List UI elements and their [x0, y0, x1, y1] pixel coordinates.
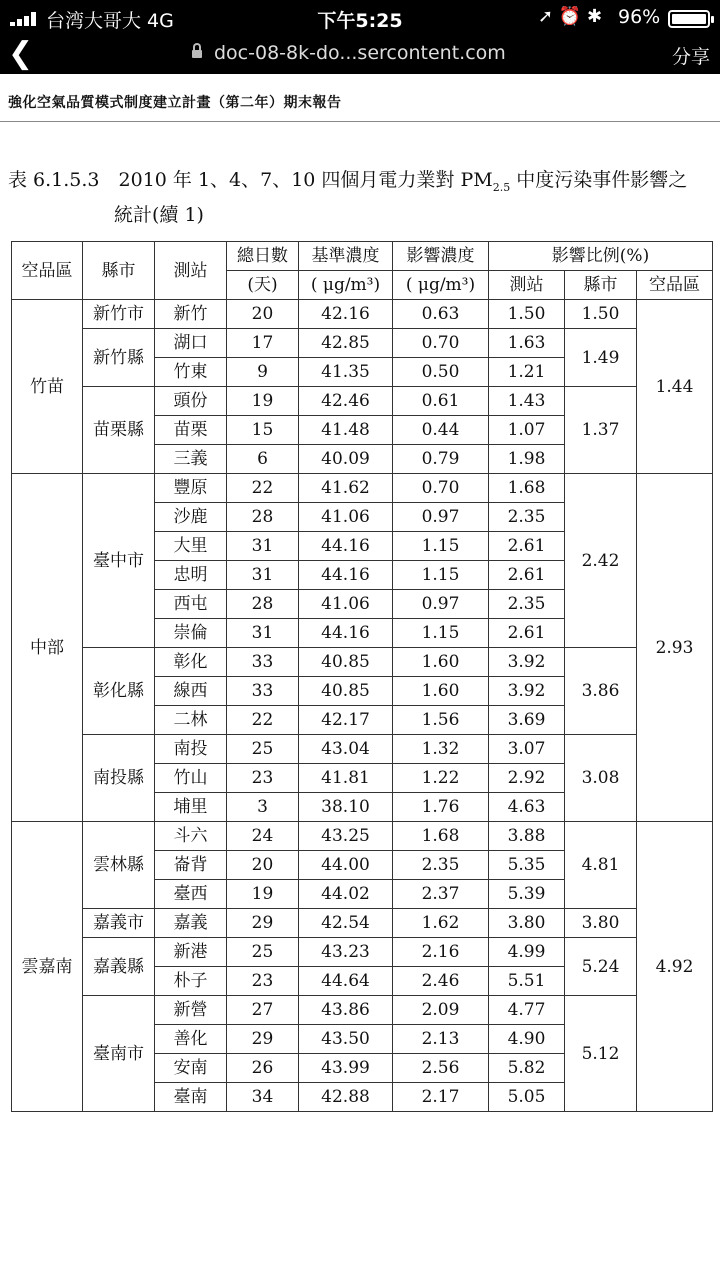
base-concentration: 41.35 — [299, 358, 393, 387]
station-ratio: 4.99 — [489, 938, 565, 967]
station-ratio: 1.98 — [489, 445, 565, 474]
station-name: 竹山 — [155, 764, 227, 793]
battery-percent: 96% — [618, 6, 661, 28]
county-ratio: 1.49 — [565, 329, 637, 387]
station-ratio: 1.43 — [489, 387, 565, 416]
table-caption-line2: 統計(續 1) — [114, 204, 204, 226]
station-ratio: 3.07 — [489, 735, 565, 764]
station-name: 嘉義 — [155, 909, 227, 938]
impact-concentration: 1.15 — [393, 561, 489, 590]
header-days-unit: (天) — [227, 271, 299, 300]
base-concentration: 43.23 — [299, 938, 393, 967]
status-bar — [0, 0, 720, 38]
impact-concentration: 2.35 — [393, 851, 489, 880]
base-concentration: 41.62 — [299, 474, 393, 503]
station-ratio: 2.61 — [489, 532, 565, 561]
base-concentration: 43.25 — [299, 822, 393, 851]
station-ratio: 3.92 — [489, 648, 565, 677]
impact-concentration: 0.70 — [393, 474, 489, 503]
table-row — [12, 822, 713, 851]
county-name: 新竹市 — [83, 300, 155, 329]
base-concentration: 41.06 — [299, 590, 393, 619]
station-ratio: 2.61 — [489, 561, 565, 590]
impact-concentration: 1.22 — [393, 764, 489, 793]
bluetooth-icon: ✱ — [586, 6, 603, 27]
total-days: 20 — [227, 300, 299, 329]
region-name: 竹苗 — [12, 300, 83, 474]
impact-concentration: 1.15 — [393, 532, 489, 561]
region-name: 雲嘉南 — [12, 822, 83, 1112]
status-icons — [538, 6, 602, 27]
table-row — [12, 909, 713, 938]
total-days: 28 — [227, 590, 299, 619]
total-days: 19 — [227, 880, 299, 909]
total-days: 17 — [227, 329, 299, 358]
browser-url-bar — [0, 38, 720, 74]
county-ratio: 1.37 — [565, 387, 637, 474]
base-concentration: 43.04 — [299, 735, 393, 764]
document-header: 強化空氣品質模式制度建立計畫（第二年）期末報告 — [8, 95, 342, 111]
station-ratio: 5.39 — [489, 880, 565, 909]
station-name: 臺西 — [155, 880, 227, 909]
total-days: 23 — [227, 764, 299, 793]
total-days: 31 — [227, 619, 299, 648]
station-name: 朴子 — [155, 967, 227, 996]
impact-concentration: 0.97 — [393, 590, 489, 619]
base-concentration: 42.85 — [299, 329, 393, 358]
base-concentration: 40.85 — [299, 648, 393, 677]
base-concentration: 43.50 — [299, 1025, 393, 1054]
station-ratio: 4.63 — [489, 793, 565, 822]
base-concentration: 41.06 — [299, 503, 393, 532]
impact-concentration: 2.16 — [393, 938, 489, 967]
total-days: 29 — [227, 909, 299, 938]
header-days: 總日數 — [227, 242, 299, 271]
impact-concentration: 0.97 — [393, 503, 489, 532]
total-days: 6 — [227, 445, 299, 474]
station-ratio: 1.63 — [489, 329, 565, 358]
county-ratio: 4.81 — [565, 822, 637, 909]
impact-concentration: 2.09 — [393, 996, 489, 1025]
station-ratio: 5.82 — [489, 1054, 565, 1083]
station-ratio: 4.77 — [489, 996, 565, 1025]
base-concentration: 44.64 — [299, 967, 393, 996]
header-base-unit: ( μg/m³) — [299, 271, 393, 300]
total-days: 9 — [227, 358, 299, 387]
total-days: 22 — [227, 474, 299, 503]
station-name: 湖口 — [155, 329, 227, 358]
impact-concentration: 1.62 — [393, 909, 489, 938]
total-days: 20 — [227, 851, 299, 880]
base-concentration: 41.81 — [299, 764, 393, 793]
county-name: 雲林縣 — [83, 822, 155, 909]
total-days: 27 — [227, 996, 299, 1025]
impact-concentration: 2.56 — [393, 1054, 489, 1083]
table-row — [12, 329, 713, 358]
impact-concentration: 0.63 — [393, 300, 489, 329]
table-row — [12, 300, 713, 329]
impact-concentration: 0.50 — [393, 358, 489, 387]
base-concentration: 44.02 — [299, 880, 393, 909]
total-days: 33 — [227, 677, 299, 706]
station-name: 南投 — [155, 735, 227, 764]
station-name: 崇倫 — [155, 619, 227, 648]
table-row — [12, 735, 713, 764]
station-ratio: 4.90 — [489, 1025, 565, 1054]
region-ratio: 4.92 — [637, 822, 713, 1112]
base-concentration: 38.10 — [299, 793, 393, 822]
header-ratio: 影響比例(%) — [489, 242, 713, 271]
total-days: 28 — [227, 503, 299, 532]
table-row — [12, 938, 713, 967]
total-days: 26 — [227, 1054, 299, 1083]
station-name: 彰化 — [155, 648, 227, 677]
impact-concentration: 0.61 — [393, 387, 489, 416]
station-name: 西屯 — [155, 590, 227, 619]
impact-concentration: 1.15 — [393, 619, 489, 648]
base-concentration: 40.09 — [299, 445, 393, 474]
station-ratio: 2.35 — [489, 590, 565, 619]
county-name: 嘉義縣 — [83, 938, 155, 996]
total-days: 3 — [227, 793, 299, 822]
base-concentration: 44.16 — [299, 532, 393, 561]
base-concentration: 42.46 — [299, 387, 393, 416]
impact-concentration: 1.76 — [393, 793, 489, 822]
county-ratio: 3.86 — [565, 648, 637, 735]
lock-icon — [192, 50, 202, 58]
back-button[interactable]: ❮ — [8, 36, 34, 71]
header-county: 縣市 — [83, 242, 155, 300]
station-ratio: 2.92 — [489, 764, 565, 793]
base-concentration: 44.00 — [299, 851, 393, 880]
status-time: 下午5:25 — [317, 10, 403, 32]
region-ratio: 2.93 — [637, 474, 713, 822]
county-ratio: 3.08 — [565, 735, 637, 822]
station-name: 埔里 — [155, 793, 227, 822]
table-row — [12, 648, 713, 677]
header-divider — [0, 121, 720, 122]
table-row — [12, 387, 713, 416]
station-ratio: 3.80 — [489, 909, 565, 938]
impact-concentration: 1.60 — [393, 677, 489, 706]
total-days: 19 — [227, 387, 299, 416]
station-name: 斗六 — [155, 822, 227, 851]
station-name: 崙背 — [155, 851, 227, 880]
county-name: 嘉義市 — [83, 909, 155, 938]
county-name: 臺南市 — [83, 996, 155, 1112]
base-concentration: 41.48 — [299, 416, 393, 445]
station-ratio: 5.05 — [489, 1083, 565, 1112]
station-name: 新竹 — [155, 300, 227, 329]
location-icon: ➚ — [538, 6, 554, 27]
station-name: 安南 — [155, 1054, 227, 1083]
header-impact: 影響濃度 — [393, 242, 489, 271]
impact-concentration: 1.68 — [393, 822, 489, 851]
impact-concentration: 1.56 — [393, 706, 489, 735]
county-ratio: 5.24 — [565, 938, 637, 996]
url-text[interactable]: doc-08-8k-do...sercontent.com — [214, 42, 506, 64]
station-ratio: 3.69 — [489, 706, 565, 735]
header-ratio-region: 空品區 — [637, 271, 713, 300]
table-caption: 表 6.1.5.3 2010 年 1、4、7、10 四個月電力業對 $PM_{2.5}$ 中度污染事件影響之 — [8, 169, 688, 194]
base-concentration: 44.16 — [299, 561, 393, 590]
top-bar — [0, 0, 720, 74]
station-name: 大里 — [155, 532, 227, 561]
impact-concentration: 2.17 — [393, 1083, 489, 1112]
impact-concentration: 2.37 — [393, 880, 489, 909]
base-concentration: 42.16 — [299, 300, 393, 329]
station-ratio: 2.35 — [489, 503, 565, 532]
impact-concentration: 0.70 — [393, 329, 489, 358]
station-name: 忠明 — [155, 561, 227, 590]
base-concentration: 42.54 — [299, 909, 393, 938]
county-ratio: 3.80 — [565, 909, 637, 938]
station-ratio: 3.88 — [489, 822, 565, 851]
station-ratio: 5.51 — [489, 967, 565, 996]
total-days: 34 — [227, 1083, 299, 1112]
region-ratio: 1.44 — [637, 300, 713, 474]
county-name: 彰化縣 — [83, 648, 155, 735]
base-concentration: 44.16 — [299, 619, 393, 648]
total-days: 15 — [227, 416, 299, 445]
header-base: 基準濃度 — [299, 242, 393, 271]
county-name: 新竹縣 — [83, 329, 155, 387]
station-ratio: 1.07 — [489, 416, 565, 445]
header-region: 空品區 — [12, 242, 83, 300]
station-ratio: 1.21 — [489, 358, 565, 387]
station-name: 頭份 — [155, 387, 227, 416]
station-name: 二林 — [155, 706, 227, 735]
county-name: 苗栗縣 — [83, 387, 155, 474]
station-name: 線西 — [155, 677, 227, 706]
station-ratio: 5.35 — [489, 851, 565, 880]
table-row — [12, 474, 713, 503]
county-ratio: 2.42 — [565, 474, 637, 648]
total-days: 25 — [227, 735, 299, 764]
station-name: 竹東 — [155, 358, 227, 387]
station-ratio: 1.50 — [489, 300, 565, 329]
county-ratio: 1.50 — [565, 300, 637, 329]
total-days: 23 — [227, 967, 299, 996]
header-impact-unit: ( μg/m³) — [393, 271, 489, 300]
impact-concentration: 2.46 — [393, 967, 489, 996]
base-concentration: 43.86 — [299, 996, 393, 1025]
total-days: 31 — [227, 532, 299, 561]
station-name: 臺南 — [155, 1083, 227, 1112]
impact-concentration: 0.79 — [393, 445, 489, 474]
region-name: 中部 — [12, 474, 83, 822]
header-ratio-county: 縣市 — [565, 271, 637, 300]
data-table — [11, 241, 713, 1112]
share-button[interactable]: 分享 — [671, 46, 710, 68]
total-days: 22 — [227, 706, 299, 735]
station-name: 善化 — [155, 1025, 227, 1054]
station-name: 三義 — [155, 445, 227, 474]
table-row — [12, 996, 713, 1025]
total-days: 31 — [227, 561, 299, 590]
total-days: 29 — [227, 1025, 299, 1054]
station-ratio: 3.92 — [489, 677, 565, 706]
total-days: 24 — [227, 822, 299, 851]
header-ratio-station: 測站 — [489, 271, 565, 300]
station-name: 苗栗 — [155, 416, 227, 445]
impact-concentration: 1.60 — [393, 648, 489, 677]
impact-concentration: 1.32 — [393, 735, 489, 764]
total-days: 25 — [227, 938, 299, 967]
base-concentration: 42.88 — [299, 1083, 393, 1112]
base-concentration: 40.85 — [299, 677, 393, 706]
station-name: 新營 — [155, 996, 227, 1025]
station-ratio: 2.61 — [489, 619, 565, 648]
impact-concentration: 2.13 — [393, 1025, 489, 1054]
station-name: 新港 — [155, 938, 227, 967]
alarm-icon: ⏰ — [558, 6, 582, 27]
station-name: 沙鹿 — [155, 503, 227, 532]
battery-icon — [668, 10, 710, 28]
county-ratio: 5.12 — [565, 996, 637, 1112]
total-days: 33 — [227, 648, 299, 677]
base-concentration: 42.17 — [299, 706, 393, 735]
base-concentration: 43.99 — [299, 1054, 393, 1083]
header-station: 測站 — [155, 242, 227, 300]
station-ratio: 1.68 — [489, 474, 565, 503]
county-name: 南投縣 — [83, 735, 155, 822]
impact-concentration: 0.44 — [393, 416, 489, 445]
carrier-label: 台湾大哥大 4G — [46, 10, 174, 32]
county-name: 臺中市 — [83, 474, 155, 648]
station-name: 豐原 — [155, 474, 227, 503]
